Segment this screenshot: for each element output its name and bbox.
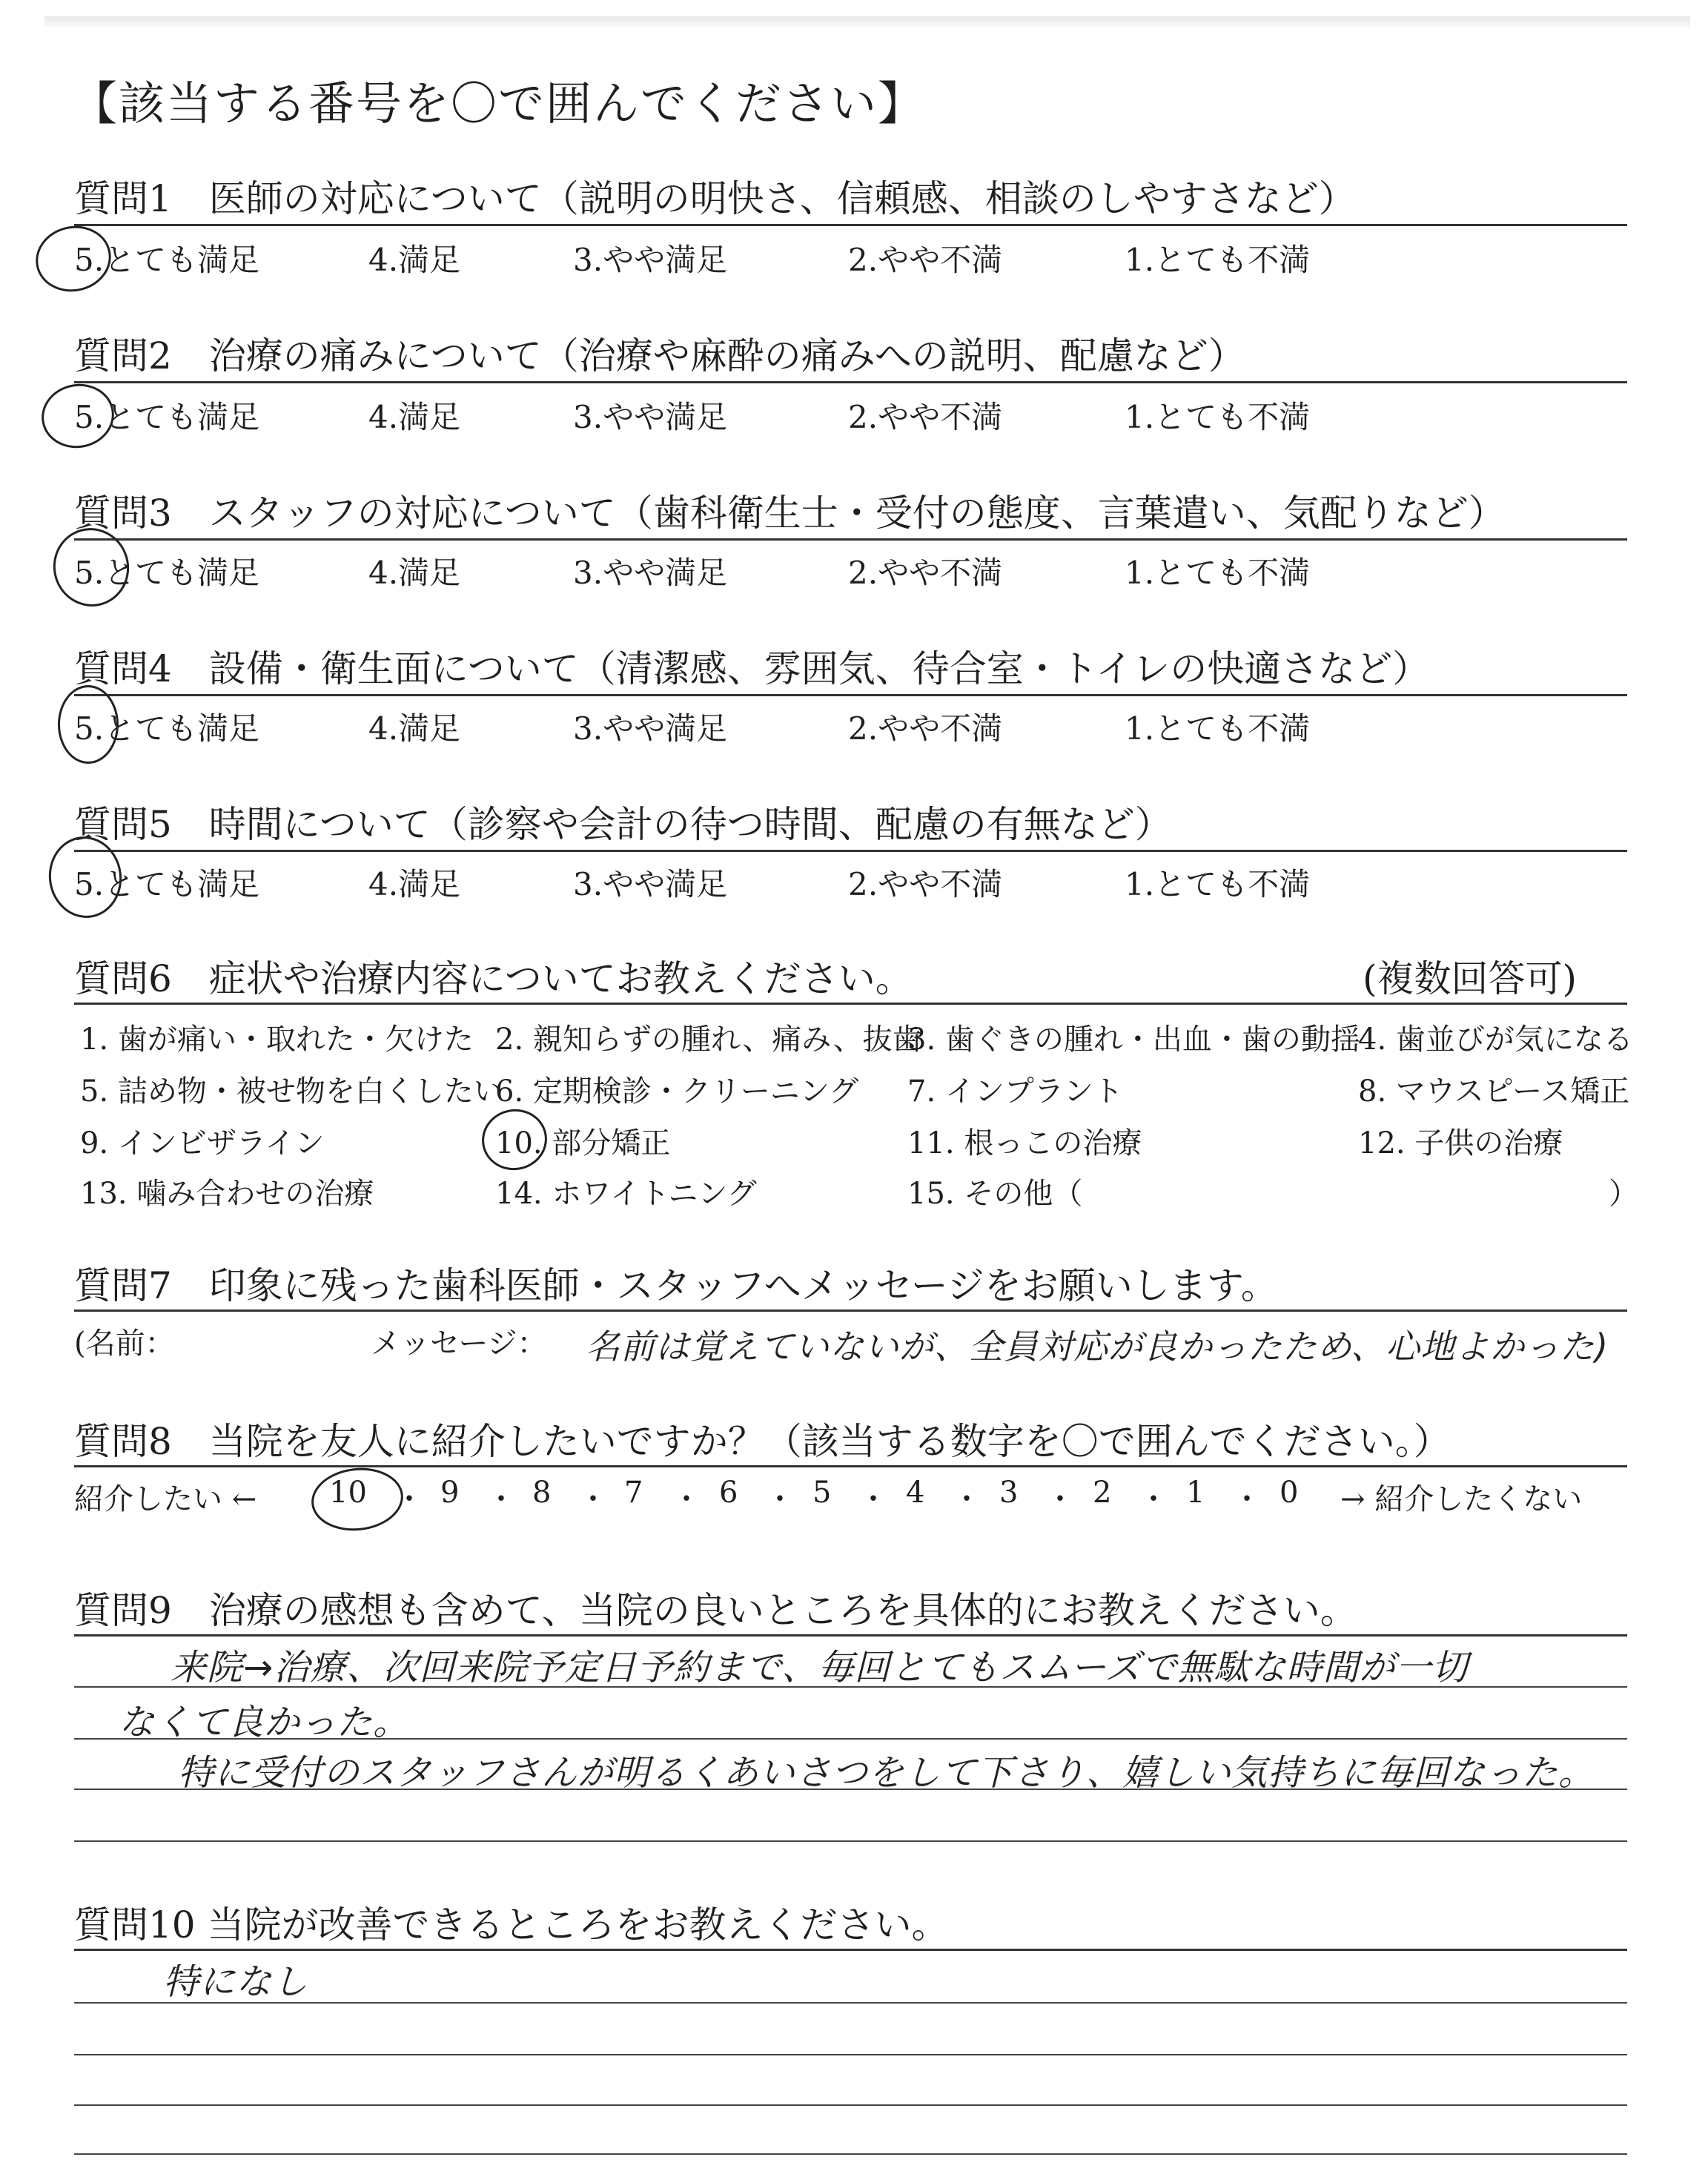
question-heading: 質問7 印象に残った歯科医師・スタッフへメッセージをお願いします。 — [74, 1264, 1278, 1307]
option-1[interactable]: 1.とても不満 — [1125, 399, 1311, 435]
scale-9[interactable]: 9 — [440, 1476, 460, 1510]
option-1[interactable]: 1.とても不満 — [1125, 242, 1311, 278]
scale-dot: ・ — [1139, 1482, 1168, 1516]
q6-other-close-paren: ） — [1609, 1177, 1638, 1211]
handwritten-answer-line-3[interactable]: 特に受付のスタッフさんが明るくあいさつをして下さり、嬉しい気持ちに毎回なった。 — [178, 1752, 1595, 1794]
question-heading: 質問9 治療の感想も含めて、当院の良いところを具体的にお教えください。 — [74, 1589, 1357, 1632]
option-2[interactable]: 2.やや不満 — [848, 555, 1003, 591]
handwritten-answer-line-1[interactable]: 来院→治療、次回来院予定日予約まで、毎回とてもスムーズで無駄な時間が一切 — [171, 1647, 1469, 1688]
scale-dot: ・ — [765, 1482, 795, 1516]
scale-dot: ・ — [858, 1482, 888, 1516]
selection-circle — [30, 219, 117, 298]
selection-circle — [308, 1464, 406, 1536]
option-3[interactable]: 3.やや満足 — [573, 399, 728, 435]
option-2[interactable]: 2.やや不満 — [848, 866, 1003, 902]
option-4[interactable]: 4.満足 — [368, 399, 461, 435]
multiple-answer-note: (複数回答可) — [1363, 957, 1578, 1000]
answer-line — [74, 2153, 1627, 2155]
option-2[interactable]: 2.やや不満 — [848, 242, 1003, 278]
option-5[interactable]: 5.とても満足 — [74, 399, 260, 435]
scale-2[interactable]: 2 — [1093, 1476, 1112, 1510]
q6-option-11[interactable]: 11. 根っこの治療 — [907, 1126, 1142, 1160]
option-3[interactable]: 3.やや満足 — [573, 710, 728, 747]
scale-left-label: 紹介したい ← — [74, 1482, 257, 1516]
option-3[interactable]: 3.やや満足 — [573, 866, 728, 902]
question-heading: 質問3 スタッフの対応について（歯科衛生士・受付の態度、言葉遣い、気配りなど） — [74, 492, 1506, 535]
q6-option-15[interactable]: 15. その他（ — [907, 1177, 1083, 1211]
q6-option-9[interactable]: 9. インビザライン — [80, 1126, 325, 1160]
scale-dot: ・ — [1045, 1482, 1075, 1516]
message-label: メッセージ： — [371, 1327, 547, 1361]
scale-6[interactable]: 6 — [719, 1476, 738, 1510]
option-3[interactable]: 3.やや満足 — [573, 242, 728, 278]
scale-right-label: → 紹介したくない — [1340, 1482, 1583, 1516]
option-4[interactable]: 4.満足 — [368, 866, 461, 902]
scale-7[interactable]: 7 — [624, 1476, 643, 1510]
scale-5[interactable]: 5 — [812, 1476, 832, 1510]
divider — [74, 850, 1627, 852]
q6-option-4[interactable]: 4. 歯並びが気になる — [1358, 1023, 1633, 1057]
question-heading: 質問6 症状や治療内容についてお教えください。 — [74, 957, 913, 1000]
divider — [74, 1309, 1627, 1312]
divider — [74, 1465, 1627, 1467]
selection-circle — [58, 685, 119, 764]
q6-option-7[interactable]: 7. インプラント — [907, 1074, 1123, 1109]
option-5[interactable]: 5.とても満足 — [74, 242, 260, 278]
option-2[interactable]: 2.やや不満 — [848, 399, 1003, 435]
option-1[interactable]: 1.とても不満 — [1125, 866, 1311, 902]
name-label: (名前： — [74, 1327, 175, 1361]
answer-line — [74, 2054, 1627, 2055]
question-heading: 質問2 治療の痛みについて（治療や麻酔の痛みへの説明、配慮など） — [74, 334, 1245, 377]
answer-line — [74, 1949, 1627, 1951]
divider — [74, 224, 1627, 226]
q6-option-3[interactable]: 3. 歯ぐきの腫れ・出血・歯の動揺 — [907, 1023, 1360, 1057]
scale-10[interactable]: 10 — [329, 1476, 367, 1510]
q6-option-13[interactable]: 13. 噛み合わせの治療 — [80, 1177, 374, 1211]
option-3[interactable]: 3.やや満足 — [573, 555, 728, 591]
divider — [74, 1003, 1627, 1005]
scale-8[interactable]: 8 — [532, 1476, 552, 1510]
question-heading: 質問1 医師の対応について（説明の明快さ、信頼感、相談のしやすさなど） — [74, 177, 1356, 220]
option-5[interactable]: 5.とても満足 — [74, 555, 260, 591]
question-heading: 質問5 時間について（診察や会計の待つ時間、配慮の有無など） — [74, 803, 1172, 846]
scale-4[interactable]: 4 — [906, 1476, 925, 1510]
scale-dot: ・ — [672, 1482, 701, 1516]
page-title: 【該当する番号を〇で囲んでください】 — [71, 76, 926, 131]
answer-line — [74, 1634, 1627, 1636]
q6-option-8[interactable]: 8. マウスピース矯正 — [1358, 1074, 1630, 1109]
scale-0[interactable]: 0 — [1280, 1476, 1299, 1510]
option-2[interactable]: 2.やや不満 — [848, 710, 1003, 747]
answer-line — [74, 1840, 1627, 1842]
scan-edge — [44, 16, 1690, 27]
question-heading: 質問10 当院が改善できるところをお教えください。 — [74, 1903, 949, 1946]
selection-circle — [477, 1104, 552, 1175]
option-4[interactable]: 4.満足 — [368, 242, 461, 278]
option-5[interactable]: 5.とても満足 — [74, 866, 260, 902]
option-1[interactable]: 1.とても不満 — [1125, 555, 1311, 591]
q6-option-5[interactable]: 5. 詰め物・被せ物を白くしたい — [80, 1074, 503, 1109]
handwritten-message[interactable]: 名前は覚えていないが、全員対応が良かったため、心地よかった) — [586, 1327, 1609, 1367]
scale-dot: ・ — [394, 1482, 424, 1516]
option-4[interactable]: 4.満足 — [368, 710, 461, 747]
divider — [74, 381, 1627, 383]
selection-circle — [36, 378, 119, 454]
scale-1[interactable]: 1 — [1186, 1476, 1205, 1510]
answer-line — [74, 2104, 1627, 2106]
scale-dot: ・ — [1232, 1482, 1262, 1516]
option-1[interactable]: 1.とても不満 — [1125, 710, 1311, 747]
q6-option-6[interactable]: 6. 定期検診・クリーニング — [495, 1074, 859, 1109]
q6-option-12[interactable]: 12. 子供の治療 — [1358, 1126, 1563, 1160]
question-heading: 質問8 当院を友人に紹介したいですか？（該当する数字を〇で囲んでください。） — [74, 1420, 1451, 1463]
q6-option-14[interactable]: 14. ホワイトニング — [495, 1177, 757, 1211]
scale-dot: ・ — [486, 1482, 516, 1516]
divider — [74, 694, 1627, 696]
option-4[interactable]: 4.満足 — [368, 555, 461, 591]
scale-dot: ・ — [578, 1482, 608, 1516]
question-heading: 質問4 設備・衛生面について（清潔感、雰囲気、待合室・トイレの快適さなど） — [74, 647, 1430, 690]
option-5[interactable]: 5.とても満足 — [74, 710, 260, 747]
divider — [74, 538, 1627, 541]
scale-dot: ・ — [952, 1482, 982, 1516]
q6-option-1[interactable]: 1. 歯が痛い・取れた・欠けた — [80, 1023, 474, 1057]
scale-3[interactable]: 3 — [999, 1476, 1019, 1510]
handwritten-answer-line-2[interactable]: なくて良かった。 — [119, 1702, 410, 1743]
q6-option-2[interactable]: 2. 親知らずの腫れ、痛み、抜歯 — [495, 1023, 922, 1057]
q6-option-10[interactable]: 10. 部分矯正 — [495, 1126, 671, 1160]
handwritten-answer[interactable]: 特になし — [163, 1961, 309, 2003]
